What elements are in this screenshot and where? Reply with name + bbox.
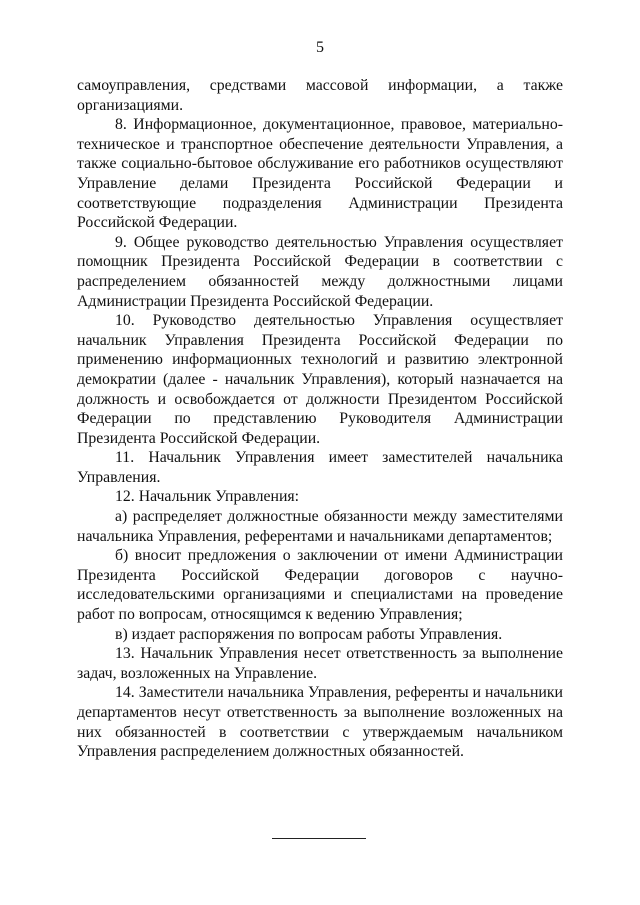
paragraph-12-v: в) издает распоряжения по вопросам работы Управления. bbox=[115, 625, 503, 643]
paragraph-13: 13. Начальник Управления несет ответственность за выполнение задач, возложенных на Управление. bbox=[77, 645, 563, 682]
paragraph-14: 14. Заместители начальника Управления, референты и начальники департаментов несут ответственность за выполнение возложенных на них обязанностей в соответствии с утверждаемым начальником Управления распределением должностных обязанностей. bbox=[77, 684, 563, 761]
paragraph-9: 9. Общее руководство деятельностью Управления осуществляет помощник Президента Российской Федерации в соответствии с распределением обязанностей между должностными лицами Администрации Президента Российской Федерации. bbox=[77, 233, 563, 310]
page-number: 5 bbox=[316, 39, 324, 56]
paragraph-12-a: а) распределяет должностные обязанности между заместителями начальника Управления, референтами и начальниками департаментов; bbox=[77, 508, 563, 545]
paragraph-8: 8. Информационное, документационное, правовое, материально-техническое и транспортное обеспечение деятельности Управления, а также социально-бытовое обслуживание его работников осуществляют Управление делами Президента Российской Федерации и соответствующие подразделения Администрации Президента Российской Федерации. bbox=[77, 116, 563, 232]
paragraph-11: 11. Начальник Управления имеет заместителей начальника Управления. bbox=[77, 449, 563, 486]
paragraph-continuation: самоуправления, средствами массовой информации, а также организациями. bbox=[77, 77, 563, 114]
paragraph-12-b: б) вносит предложения о заключении от имени Администрации Президента Российской Федерации договоров с научно-исследовательскими организациями и специалистами на проведение работ по вопросам, относящимся к ведению Управления; bbox=[77, 547, 563, 624]
document-body bbox=[77, 76, 563, 762]
paragraph-10: 10. Руководство деятельностью Управления осуществляет начальник Управления Президента Российской Федерации по применению информационных технологий и развитию электронной демократии (далее - начальник Управления), который назначается на должность и освобождается от должности Президентом Российской Федерации по представлению Руководителя Администрации Президента Российской Федерации. bbox=[77, 312, 563, 447]
end-divider-line bbox=[272, 838, 366, 839]
paragraph-12: 12. Начальник Управления: bbox=[115, 488, 300, 506]
